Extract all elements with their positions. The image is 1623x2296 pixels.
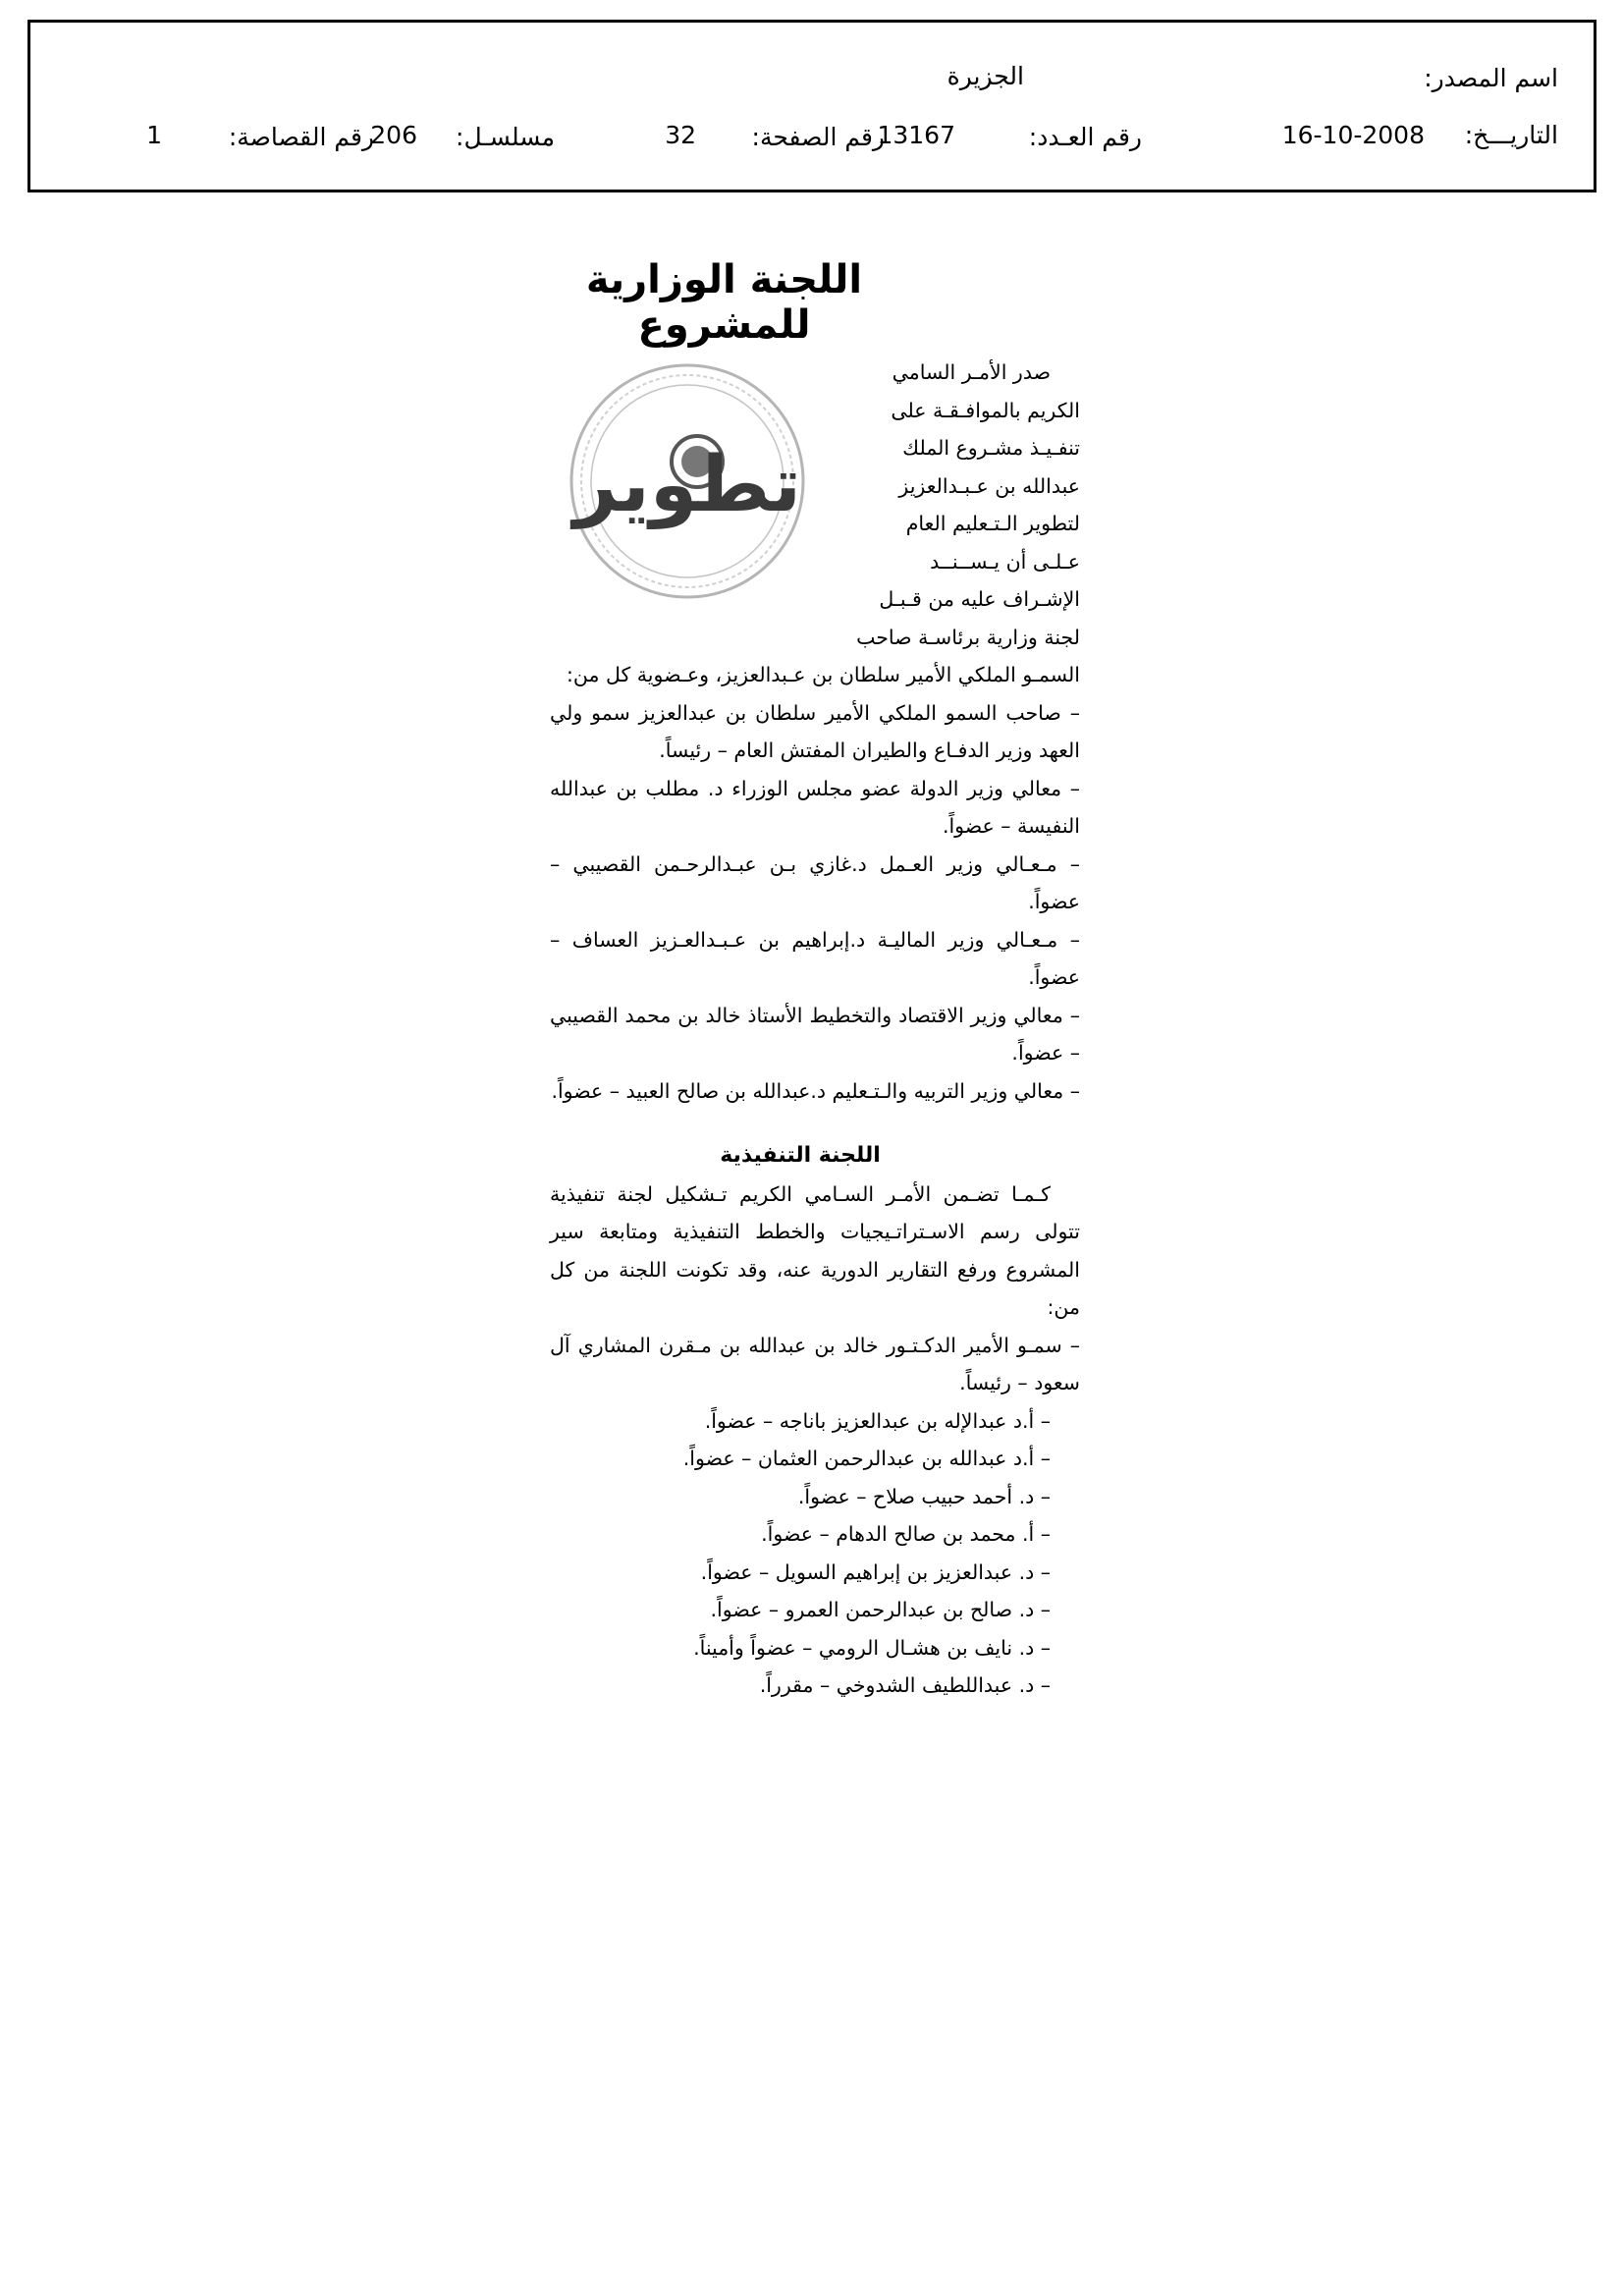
exec-member-item: – أ.د عبدالله بن عبدالرحمن العثمان – عضواً. [682, 1447, 1051, 1470]
issue-label: رقم العـدد: [1028, 123, 1142, 151]
clip-label: رقم القصاصة: [228, 123, 374, 151]
issue-value: 13167 [877, 121, 955, 149]
member-item: – معالي وزير الدولة عضو مجلس الوزراء د. مطلب بن عبدالله النفيسة – عضواً. [550, 776, 1080, 838]
date-label: التاريـــخ: [1464, 121, 1558, 149]
member-item: – مـعـالي وزير العـمل د.غازي بـن عبـدالرحـمن القصيبي – عضواً. [550, 851, 1080, 913]
exec-member-item: – أ.د عبدالإله بن عبدالعزيز باناجه – عضواً. [704, 1408, 1051, 1433]
exec-member-item: – د. عبدالعزيز بن إبراهيم السويل – عضواً. [700, 1559, 1051, 1584]
exec-intro: كـمـا تضـمن الأمـر السـامي الكريم تـشكيل لجنة تنفيذية تتولى رسم الاسـتراتـيجيات والخطط التنفيذية ومتابعة سير المشروع ورفع التقارير الدورية عنه، وقد تكونت اللجنة من كل من: [550, 1181, 1080, 1319]
page-label: رقم الصفحة: [751, 123, 885, 151]
intro-line: عبدالله بن عـبـدالعزيز [898, 473, 1080, 498]
logo-text: تطوير [573, 441, 801, 529]
intro-line: تنفـيـذ مشـروع الملك [902, 436, 1080, 460]
clip-value: 1 [146, 121, 162, 149]
source-value: الجزيرة [947, 62, 1024, 90]
exec-member-item: – أ. محمد بن صالح الدهام – عضواً. [761, 1522, 1051, 1546]
intro-block [830, 265, 1080, 619]
intro-line: الكريم بالموافـقـة على [891, 398, 1080, 422]
exec-member-item: – د. أحمد حبيب صلاح – عضواً. [797, 1484, 1051, 1508]
member-item: – معالي وزير الاقتصاد والتخطيط الأستاذ خالد بن محمد القصيبي – عضواً. [550, 1003, 1080, 1065]
intro-line: الإشـراف عليه من قـبـل [879, 587, 1080, 611]
source-label: اسم المصدر: [1424, 64, 1558, 92]
intro-line: عـلـى أن يـســنــد [930, 549, 1080, 574]
exec-member-item: – د. صالح بن عبدالرحمن العمرو – عضواً. [710, 1598, 1051, 1621]
serial-label: مسلسـل: [456, 123, 555, 151]
intro-line: صدر الأمـر السامي [892, 360, 1051, 384]
intro-rest: السمـو الملكي الأمير سلطان بن عـبدالعزيز، وعـضوية كل من: [567, 663, 1080, 686]
article-body [550, 265, 1080, 1705]
exec-member-item: – د. نايف بن هشـال الرومي – عضواً وأميناً. [693, 1635, 1051, 1660]
member-item: – معالي وزير التربيه والـتـعليم د.عبدالله بن صالح العبيد – عضواً. [551, 1078, 1080, 1103]
serial-value: 206 [370, 121, 417, 149]
intro-line: لتطوير الـتـعليم العام [905, 512, 1080, 535]
exec-chair: – سمـو الأمير الدكـتـور خالد بن عبدالله بن مـقرن المشاري آل سعود – رئيساً. [550, 1333, 1080, 1394]
member-item: – صاحب السمو الملكي الأمير سلطان بن عبدالعزيز سمو ولي العهد وزير الدفـاع والطيران المفتش العام – رئيساً. [550, 700, 1080, 762]
article-headline: اللجنة الوزارية للمشروع [585, 257, 863, 348]
exec-committee-heading: اللجنة التنفيذية [720, 1143, 881, 1168]
member-item: – مـعـالي وزير الماليـة د.إبراهيم بن عـبـدالعـزيز العساف – عضواً. [550, 927, 1080, 989]
page-value: 32 [665, 121, 696, 149]
intro-line: لجنة وزارية برئاسـة صاحب [856, 625, 1080, 649]
clipping-header [27, 20, 1596, 192]
date-value: 16-10-2008 [1281, 121, 1425, 149]
exec-member-item: – د. عبداللطيف الشدوخي – مقرراً. [759, 1673, 1051, 1697]
